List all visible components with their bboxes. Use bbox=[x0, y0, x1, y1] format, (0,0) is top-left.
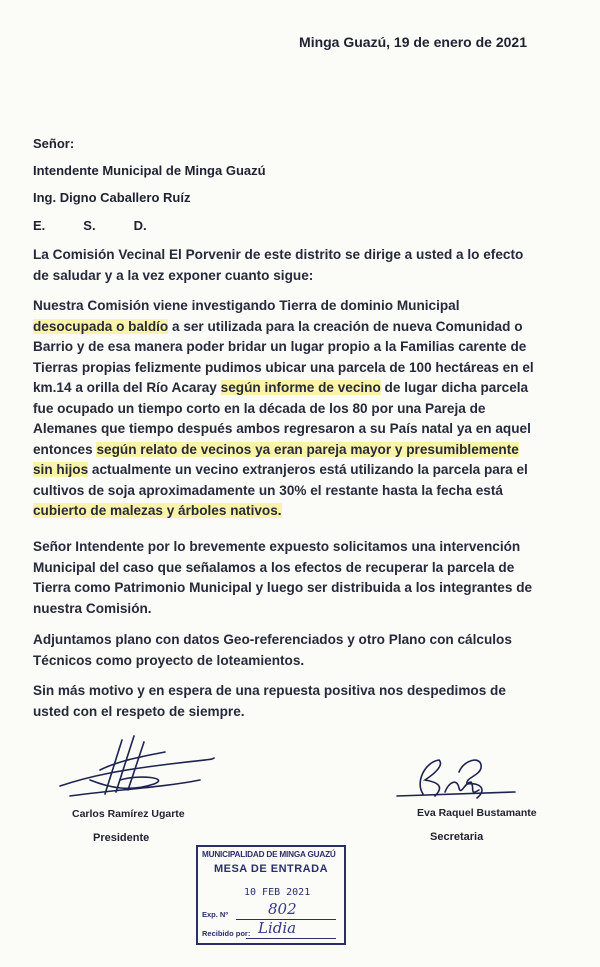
stamp-received-value: Lidia bbox=[258, 919, 297, 937]
paragraph-intro: La Comisión Vecinal El Porvenir de este distrito se dirige a usted a lo efecto de saludar y a la vez exponer cuanto sigue: bbox=[33, 247, 524, 283]
esd-s: S. bbox=[83, 218, 96, 233]
highlight-run: según relato de vecinos ya eran pareja mayor y presumiblemente sin hijos bbox=[33, 441, 519, 477]
recipient-title: Intendente Municipal de Minga Guazú bbox=[33, 163, 266, 178]
paragraph-attachments: Adjuntamos plano con datos Geo-referenciados y otro Plano con cálculos Técnicos como proyecto de loteamientos. bbox=[33, 632, 512, 668]
stamp-exp-value: 802 bbox=[268, 900, 297, 918]
stamp-exp-label: Exp. Nº bbox=[202, 910, 229, 919]
signature-right-icon bbox=[395, 752, 535, 812]
reception-stamp bbox=[196, 845, 346, 945]
text-run: a ser utilizada para la creación de nueva Comunidad o Barrio y de esa manera poder bridar un lugar propio a la Familias carente de Tierras propias felizmente pudimos ubicar una parcela de 100 hectáreas en el km.14 a orilla del Río Acaray bbox=[33, 318, 534, 395]
signer-right-role: Secretaria bbox=[430, 831, 484, 843]
text-run: de lugar dicha parcela fue ocupado un tiempo corto en la década de los 80 por una Pareja de Alemanes que tiempo después ambos regresaron a su País natal ya en aquel entonces bbox=[33, 380, 531, 457]
paragraph-request: Señor Intendente por lo brevemente expuesto solicitamos una intervención Municipal del caso que señalamos a los efectos de recuperar la parcela de Tierra como Patrimonio Municipal y luego ser distribuida a los integrantes de nuestra Comisión. bbox=[33, 539, 533, 616]
text-run: Nuestra Comisión viene investigando Tierra de dominio Municipal bbox=[33, 298, 460, 313]
stamp-received-label: Recibido por: bbox=[202, 929, 251, 938]
highlight-run: desocupada o baldío bbox=[33, 318, 169, 334]
recipient-name: Ing. Digno Caballero Ruíz bbox=[33, 190, 191, 205]
signer-right-name: Eva Raquel Bustamante bbox=[417, 807, 537, 819]
stamp-title: MESA DE ENTRADA bbox=[213, 863, 329, 875]
letter-date: Minga Guazú, 19 de enero de 2021 bbox=[299, 34, 527, 50]
text-run: actualmente un vecino extranjeros está utilizando la parcela para el cultivos de soja aproximadamente un 30% el restante hasta la fecha está bbox=[33, 462, 528, 498]
signature-left-icon bbox=[50, 730, 220, 810]
esd-abbrev bbox=[33, 218, 185, 233]
salutation: Señor: bbox=[33, 136, 75, 151]
paragraph-investigation bbox=[33, 296, 539, 522]
esd-e: E. bbox=[33, 218, 46, 233]
highlight-run: según informe de vecino bbox=[220, 380, 381, 395]
highlight-run: cubierto de malezas y árboles nativos. bbox=[33, 503, 282, 518]
stamp-org: MUNICIPALIDAD DE MINGA GUAZÚ bbox=[202, 850, 336, 859]
esd-d: D. bbox=[133, 218, 147, 233]
signer-left-name: Carlos Ramírez Ugarte bbox=[72, 808, 185, 820]
signer-left-role: Presidente bbox=[93, 832, 150, 844]
stamp-received-line bbox=[246, 938, 336, 939]
stamp-date: 10 FEB 2021 bbox=[244, 887, 311, 898]
paragraph-closing: Sin más motivo y en espera de una repuesta positiva nos despedimos de usted con el respeto de siempre. bbox=[33, 683, 506, 719]
